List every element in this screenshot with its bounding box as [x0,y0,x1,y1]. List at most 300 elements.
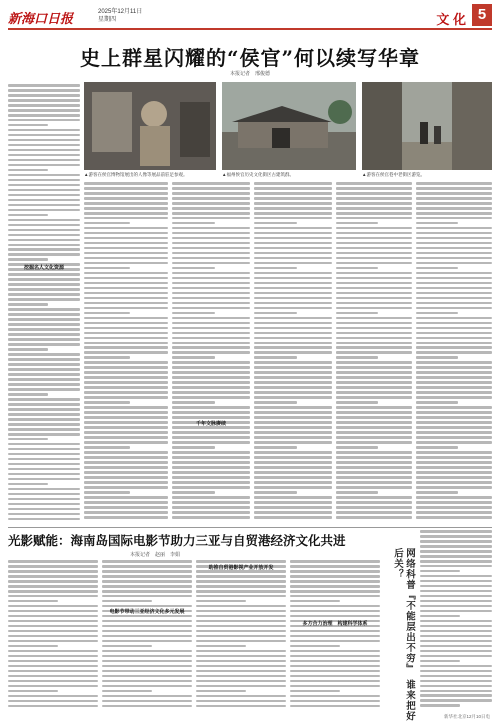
text-line [172,471,250,474]
text-line [290,600,340,603]
text-line [196,640,286,643]
text-line [416,327,492,330]
text-line [84,371,168,374]
text-line [336,272,412,275]
text-line [416,391,492,394]
text-line [254,327,332,330]
text-line [416,406,492,409]
text-line [416,212,492,215]
text-line [196,655,286,658]
text-line [8,468,80,471]
second-headline: 光影赋能：海南岛国际电影节助力三亚与自贸港经济文化共进 [8,533,346,548]
text-line [336,197,412,200]
text-line [8,258,48,261]
photo-caption-3: ▲游客在侯官巷中老街区游览。 [362,172,425,177]
text-line [336,282,412,285]
text-line [416,332,492,335]
text-line [290,665,380,668]
text-line [84,471,168,474]
text-line [8,665,98,668]
text-line [290,705,380,708]
text-line [254,371,332,374]
photo-museum-exhibit [84,82,216,170]
text-line [84,257,168,260]
text-line [8,248,80,251]
text-line [254,287,332,290]
text-line [8,635,98,638]
text-line [196,660,286,663]
second-text-column-2 [102,560,192,710]
main-text-column-5 [336,182,412,524]
text-line [84,411,168,414]
text-line [420,540,492,543]
text-line [8,620,98,623]
text-line [84,426,168,429]
text-line [196,690,246,693]
text-line [172,207,250,210]
text-line [290,585,380,588]
text-line [290,595,380,598]
text-line [84,346,168,349]
text-line [84,491,130,494]
text-line [84,322,168,325]
text-line [172,237,250,240]
text-line [84,292,168,295]
text-line [84,431,168,434]
text-line [84,486,168,489]
text-line [416,322,492,325]
photo-architecture [222,82,356,170]
text-line [8,503,80,506]
text-line [172,386,250,389]
text-line [172,282,250,285]
main-text-column-1 [8,84,80,524]
text-line [84,396,168,399]
text-line [416,411,492,414]
text-line [416,466,492,469]
text-line [84,406,168,409]
text-line [102,575,192,578]
text-line [102,560,192,563]
text-line [172,302,250,305]
text-line [420,570,460,573]
text-line [196,585,286,588]
text-line [254,451,332,454]
text-line [8,313,80,316]
text-line [8,283,80,286]
text-line [8,169,48,172]
text-line [254,476,332,479]
text-line [172,292,250,295]
text-line [8,184,80,187]
text-line [416,371,492,374]
text-line [254,297,332,300]
text-line [8,448,80,451]
text-line [172,217,250,220]
text-line [254,351,332,354]
text-line [172,252,250,255]
text-line [196,595,286,598]
text-line [416,351,492,354]
text-line [290,580,380,583]
text-line [84,182,168,185]
text-line [416,446,458,449]
text-line [84,376,168,379]
text-line [254,356,297,359]
text-line [102,640,192,643]
text-line [8,318,80,321]
text-line [8,333,80,336]
text-line [8,229,80,232]
text-line [290,575,380,578]
text-line [8,640,98,643]
text-line [290,675,380,678]
text-line [84,267,130,270]
text-line [172,466,250,469]
text-line [84,332,168,335]
text-line [420,620,492,623]
text-line [8,119,80,122]
text-line [416,456,492,459]
text-line [254,337,332,340]
text-line [8,338,80,341]
text-line [8,134,80,137]
text-line [84,391,168,394]
text-line [416,491,458,494]
text-line [196,675,286,678]
text-line [8,144,80,147]
text-line [336,277,412,280]
text-line [420,670,492,673]
text-line [254,232,332,235]
text-line [8,680,98,683]
text-line [8,209,80,212]
text-line [8,453,80,456]
text-line [254,322,332,325]
text-line [416,267,458,270]
text-line [416,232,492,235]
text-line [84,401,130,404]
text-line [336,386,412,389]
text-line [102,580,192,583]
text-line [172,262,250,265]
text-line [416,342,492,345]
text-line [420,575,492,578]
text-line [416,346,492,349]
text-line [8,358,80,361]
text-line [254,391,332,394]
text-line [416,222,458,225]
text-line [416,501,492,504]
photo-caption-1: ▲游客在侯官博物馆展出的人像等展品前驻足参观。 [84,172,188,177]
text-line [420,635,492,638]
text-line [102,685,192,688]
text-line [416,252,492,255]
text-line [290,660,380,663]
text-line [420,590,492,593]
text-line [416,187,492,190]
text-line [84,446,130,449]
text-line [254,262,332,265]
text-line [172,441,250,444]
text-line [102,565,192,568]
text-line [196,635,286,638]
text-line [102,665,192,668]
text-line [84,416,168,419]
text-line [172,436,250,439]
text-line [8,293,80,296]
text-line [416,506,492,509]
text-line [172,202,250,205]
text-line [8,413,80,416]
text-line [84,297,168,300]
text-line [8,580,98,583]
text-line [336,441,412,444]
text-line [196,650,286,653]
text-line [8,590,98,593]
text-line [254,182,332,185]
text-line [254,282,332,285]
text-line [290,700,380,703]
text-line [336,257,412,260]
text-line [254,207,332,210]
text-line [102,650,192,653]
text-line [172,351,250,354]
text-line [416,376,492,379]
text-line [8,478,80,481]
text-line [420,699,492,702]
text-line [290,640,380,643]
text-line [172,187,250,190]
text-line [336,332,412,335]
text-line [84,197,168,200]
text-line [336,366,412,369]
text-line [102,680,192,683]
text-line [254,411,332,414]
text-line [8,129,80,132]
text-line [102,675,192,678]
text-line [172,346,250,349]
text-line [254,272,332,275]
text-line [336,192,412,195]
text-line [254,292,332,295]
text-line [254,202,332,205]
text-line [84,277,168,280]
text-line [416,242,492,245]
text-line [336,501,412,504]
text-line [8,493,80,496]
text-line [8,94,80,97]
text-line [8,368,80,371]
text-line [336,237,412,240]
text-line [416,337,492,340]
text-line [336,342,412,345]
text-line [102,585,192,588]
text-line [8,645,58,648]
text-line [8,690,58,693]
text-line [172,456,250,459]
text-line [172,222,215,225]
page-header [8,6,492,30]
text-line [196,580,286,583]
text-line [254,312,297,315]
text-line [254,346,332,349]
text-line [416,192,492,195]
text-line [254,302,332,305]
text-line [416,361,492,364]
text-line [8,518,80,521]
text-line [84,456,168,459]
text-line [336,381,412,384]
text-line [416,431,492,434]
text-line [420,530,492,533]
text-line [416,451,492,454]
text-line [172,337,250,340]
text-line [254,416,332,419]
text-line [84,272,168,275]
text-line [172,322,250,325]
text-line [254,192,332,195]
text-line [336,302,412,305]
text-line [84,351,168,354]
text-line [336,446,378,449]
text-line [196,630,286,633]
text-line [8,695,98,698]
text-line [8,194,80,197]
text-line [84,232,168,235]
text-line [84,307,168,310]
text-line [8,298,80,301]
text-line [336,262,412,265]
text-line [8,565,98,568]
text-line [84,242,168,245]
text-line [172,506,250,509]
text-line [290,590,380,593]
text-line [84,247,168,250]
text-line [196,620,286,623]
text-line [416,416,492,419]
text-line [8,383,80,386]
text-line [172,516,250,519]
text-line [254,361,332,364]
text-line [254,466,332,469]
text-line [8,458,80,461]
text-line [420,600,492,603]
text-line [336,356,378,359]
text-line [416,317,492,320]
text-line [84,327,168,330]
text-line [8,159,80,162]
text-line [290,615,380,618]
text-line [420,650,492,653]
text-line [102,635,192,638]
text-line [416,272,492,275]
second-subhead-2: 助推自贸港影视产业开放开发 [208,565,274,571]
text-line [254,486,332,489]
text-line [8,423,80,426]
text-line [254,252,332,255]
text-line [416,312,458,315]
text-line [102,600,152,603]
text-line [420,595,492,598]
text-line [254,237,332,240]
text-line [420,610,492,613]
text-line [336,252,412,255]
text-line [254,436,332,439]
text-line [196,575,286,578]
second-text-column-4 [290,560,380,710]
text-line [8,149,80,152]
text-line [84,501,168,504]
text-line [196,700,286,703]
text-line [84,481,168,484]
text-line [196,610,286,613]
text-line [8,630,98,633]
text-line [8,650,98,653]
text-line [8,575,98,578]
text-line [336,361,412,364]
text-line [172,501,250,504]
text-line [254,481,332,484]
text-line [416,287,492,290]
text-line [254,506,332,509]
text-line [336,212,412,215]
text-line [420,580,492,583]
text-line [420,630,492,633]
text-line [254,496,332,499]
text-line [420,704,460,707]
text-line [416,262,492,265]
text-line [8,610,98,613]
text-line [290,560,380,563]
text-line [8,428,80,431]
text-line [172,481,250,484]
text-line [8,438,48,441]
text-line [196,600,246,603]
text-line [336,202,412,205]
text-line [102,690,152,693]
text-line [172,401,215,404]
text-line [416,356,458,359]
text-line [416,441,492,444]
issue-date [98,8,142,24]
text-line [336,491,378,494]
text-line [8,388,80,391]
text-line [416,386,492,389]
text-line [84,441,168,444]
text-line [84,262,168,265]
text-line [254,197,332,200]
text-line [8,675,98,678]
text-line [172,182,250,185]
text-line [196,695,286,698]
text-line [336,486,412,489]
text-line [8,239,80,242]
text-line [420,645,492,648]
text-line [336,307,412,310]
text-line [416,237,492,240]
text-line [8,179,80,182]
main-text-column-4 [254,182,332,524]
text-line [416,476,492,479]
text-line [416,297,492,300]
text-line [420,675,492,678]
text-line [84,381,168,384]
second-byline: 本报记者 赵丽 李娟 [130,552,181,558]
text-line [336,496,412,499]
text-line [172,491,215,494]
text-line [336,516,412,519]
